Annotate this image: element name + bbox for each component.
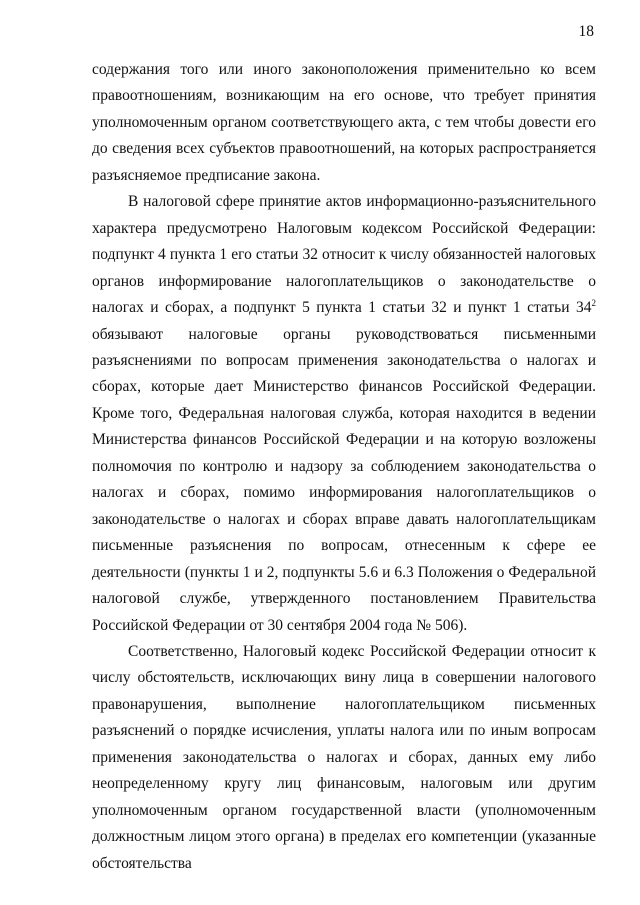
paragraph-continuation: содержания того или иного законоположения применительно ко всем правоотношениям, возникающим на его основе, что требует принятия уполномоченным органом соответствующего акта, с тем чтобы довести его до сведения всех субъектов правоотношений, на которых распространяется разъясняемое предписание закона. — [92, 61, 596, 184]
page-number: 18 — [578, 23, 594, 40]
paragraph-text-part: В налоговой сфере принятие актов информационно-разъяснительного характера предусмотрено Налоговым кодексом Российской Федерации: подпункт 4 пункта 1 его статьи 32 относит к числу обязанностей налоговых органов информирование налогоплательщиков о законодательстве о налогах и сборах, а подпункт 5 пункта 1 статьи 32 и пункт 1 статьи 34 — [92, 193, 596, 317]
paragraph-tax-code-guilt: Соответственно, Налоговый кодекс Российской Федерации относит к числу обстоятельств, исключающих вину лица в совершении налогового правонарушения, выполнение налогоплательщиком письменных разъяснений о порядке исчисления, уплаты налога или по иным вопросам применения законодательства о налогах и сборах, данных ему либо неопределенному кругу лиц финансовым, налоговым или другим уполномоченным органом государственной власти (уполномоченным должностным лицом этого органа) в пределах его компетенции (указанные обстоятельства — [92, 642, 596, 872]
footnote-superscript: 2 — [591, 297, 596, 308]
paragraph-text-part: обязывают налоговые органы руководствоваться письменными разъяснениями по вопросам применения законодательства о налогах и сборах, которые дает Министерство финансов Российской Федерации. Кроме того, Федеральная налоговая служба, которая находится в ведении Министерства финансов Российской Федерации и на которую возложены полномочия по контролю и надзору за соблюдением законодательства о налогах и сборах, помимо информирования налогоплательщиков о законодательстве о налогах и сборах вправе давать налогоплательщикам письменные разъяснения по вопросам, отнесенным к сфере ее деятельности (пункты 1 и 2, подпункты 5.6 и 6.3 Положения о Федеральной налоговой службе, утвержденного постановлением Правительства Российской Федерации от 30 сентября 2004 года № 506). — [92, 325, 596, 634]
paragraph-tax-explanations — [92, 189, 596, 639]
document-body — [92, 57, 596, 877]
